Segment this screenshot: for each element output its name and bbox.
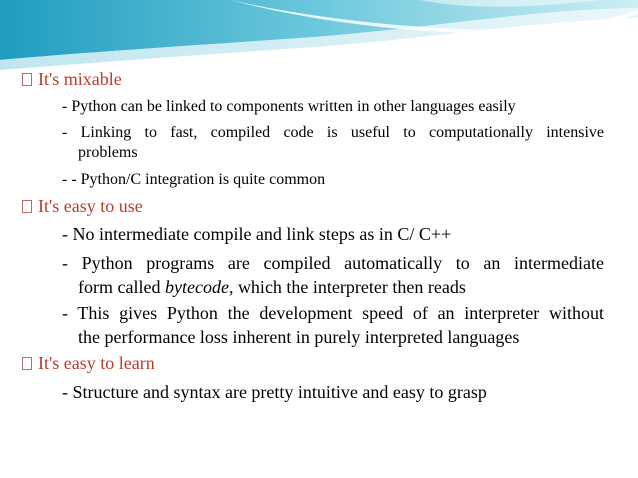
list-item: - Structure and syntax are pretty intuitive and easy to grasp — [62, 382, 487, 402]
list-item: - Python can be linked to components written in other languages easily — [62, 98, 516, 115]
bullet-box-icon — [22, 357, 32, 370]
bullet-box-icon — [22, 73, 32, 86]
section-heading-easy-to-use: It's easy to use — [22, 196, 143, 217]
list-item: - - Python/C integration is quite common — [62, 171, 326, 188]
bullet-box-icon — [22, 200, 32, 213]
list-item: - This gives Python the development speed of an interpreter without the performance loss inherent in purely interpreted languages — [62, 303, 604, 347]
section-heading-mixable: It's mixable — [22, 69, 122, 90]
list-item: - No intermediate compile and link steps as in C/ C++ — [62, 224, 452, 244]
list-item: - Python programs are compiled automatically to an intermediate form called bytecode, which the interpreter then reads — [62, 253, 604, 297]
section-heading-easy-to-learn: It's easy to learn — [22, 353, 155, 374]
list-item: - Linking to fast, compiled code is useful to computationally intensive problems — [62, 124, 604, 161]
